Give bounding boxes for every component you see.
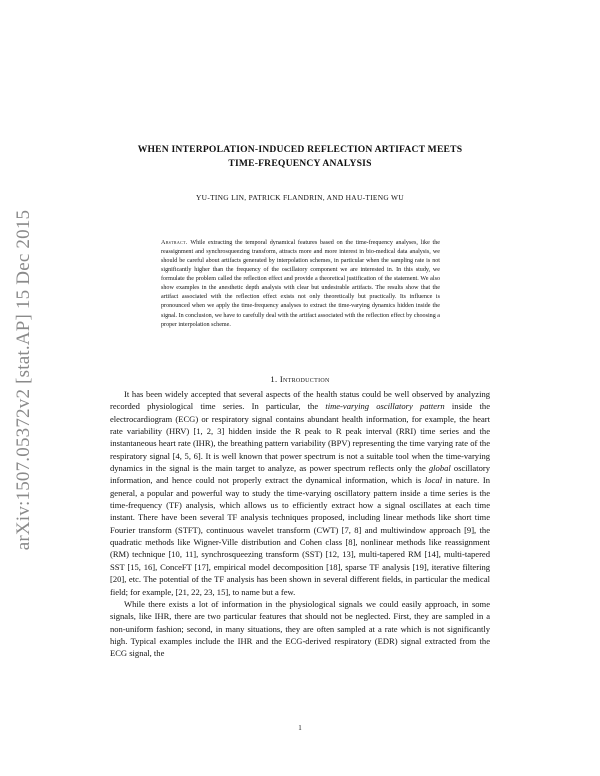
- paragraph-2: While there exists a lot of information in the physiological signals we could easily approach, in some signals, like IHR, there are two particular features that should not be neglected. First, they are sampled in a non-uniform fashion; second, in many situations, they are often sampled at a rate which is not significantly high. Typical examples include the IHR and the ECG-derived respiratory (EDR) signal extracted from the ECG signal, the: [110, 598, 490, 659]
- p1-text-b: inside the electrocardiogram (ECG) or respiratory signal contains abundant health information, for example, the heart rate variability (HRV) [1, 2, 3] hidden inside the R peak to R peak interval (RRI) time series and the instantaneous heart rate (IHR), the breathing pattern variability (BPV) representing the time varying rate of the respiratory signal [4, 5, 6]. It is well known that power spectrum is not a suitable tool when the time-varying dynamics in the signal is the main target to analyze, as power spectrum reflects only the: [110, 401, 490, 474]
- paragraph-1: [110, 388, 490, 598]
- p1-text-d: in nature. In general, a popular and powerful way to study the time-varying oscillatory pattern inside a time series is the time-frequency (TF) analysis, which allows us to efficiently extract how a signal oscillates at each time instant. There have been several TF analysis techniques proposed, including linear methods like short time Fourier transform (STFT), continuous wavelet transform (CWT) [7, 8] and multiwindow approach [9], the quadratic methods like Wigner-Ville distribution and Cohen class [8], nonlinear methods like reassignment (RM) technique [10, 11], synchrosqueezing transform (SST) [12, 13], multi-tapered RM [14], multi-tapered SST [15, 16], ConceFT [17], empirical model decomposition [18], sparse TF analysis [19], iterative filtering [20], etc. The potential of the TF analysis has been shown in several different fields, in particular the medical field; for example, [21, 22, 23, 15], to name but a few.: [110, 475, 490, 597]
- arxiv-identifier-stamp: [4, 160, 44, 600]
- abstract-label: Abstract.: [161, 240, 188, 246]
- p1-text-c: oscillatory information, and hence could not properly extract the dynamical information, which is: [110, 463, 490, 486]
- abstract-text: While extracting the temporal dynamical features based on the time-frequency analyses, like the reassignment and synchrosqueezing transform, attracts more and more interest in bio-medical data analysis, we should be careful about artifacts generated by interpolation schemes, in particular when the sampling rate is not significantly higher than the frequency of the oscillatory component we are interested in. In this study, we formulate the problem called the reflection effect and provide a theoretical justification of the statement. We also show examples in the anesthetic depth analysis with clear but undesirable artifacts. The results show that the artifact associated with the reflection effect exists not only theoretically but practically. Its influence is pronounced when we apply the time-frequency analyses to extract the time-varying dynamics hidden inside the signal. In conclusion, we have to carefully deal with the artifact associated with the reflection effect by choosing a proper interpolation scheme.: [161, 240, 440, 328]
- abstract: [161, 239, 440, 330]
- p1-emphasis-global: global: [428, 463, 451, 474]
- p1-emphasis-local: local: [424, 475, 442, 486]
- arxiv-id-text: arXiv:1507.05372v2 [stat.AP] 15 Dec 2015: [13, 209, 34, 551]
- section-heading-introduction: 1. Introduction: [270, 374, 330, 384]
- title-line-2: TIME-FREQUENCY ANALYSIS: [228, 158, 372, 169]
- p1-text-a: It has been widely accepted that several aspects of the health status could be well observed by analyzing recorded physiological time series. In particular, the: [110, 389, 490, 412]
- author-list: YU-TING LIN, PATRICK FLANDRIN, AND HAU-TIENG WU: [196, 193, 404, 202]
- p1-emphasis-time-varying: time-varying oscillatory pattern: [325, 401, 445, 412]
- body-text: [110, 388, 490, 660]
- page-number: 1: [298, 724, 302, 732]
- title-line-1: WHEN INTERPOLATION-INDUCED REFLECTION ARTIFACT MEETS: [137, 144, 463, 155]
- paper-title: [100, 143, 500, 171]
